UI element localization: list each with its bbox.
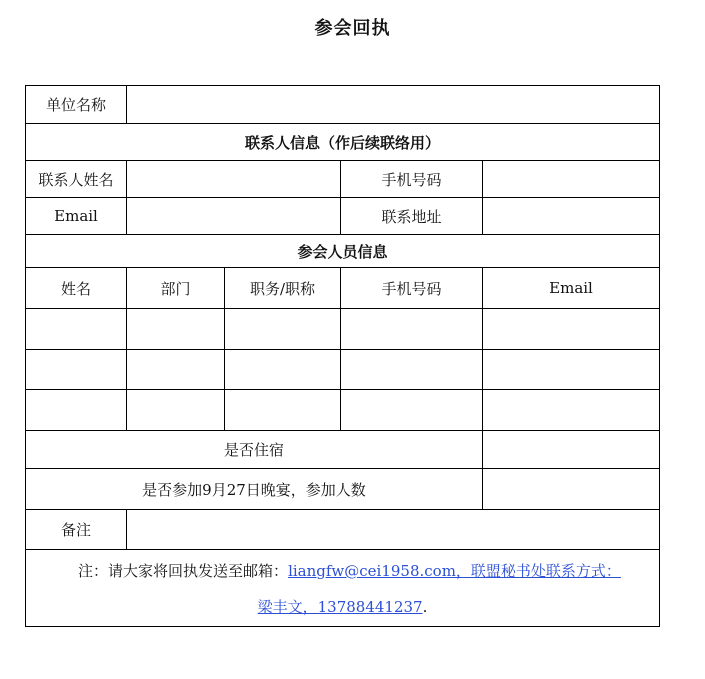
unit-input[interactable] (127, 86, 660, 124)
attendee-row (26, 309, 660, 350)
contact-name-row (26, 161, 660, 198)
attendee-header-department: 部门 (127, 268, 225, 309)
attendee-cell[interactable] (127, 309, 225, 350)
unit-label: 单位名称 (26, 86, 127, 124)
note-line-2 (26, 586, 659, 626)
attendee-cell[interactable] (483, 309, 660, 350)
contact-email-row (26, 198, 660, 235)
contact-email-label: Email (26, 198, 127, 235)
note-line-1 (26, 550, 659, 586)
attendee-cell[interactable] (127, 350, 225, 390)
attendee-cell[interactable] (26, 309, 127, 350)
contact-section-header: 联系人信息（作后续联络用） (26, 124, 660, 161)
attendee-cell[interactable] (341, 390, 483, 431)
banquet-row (26, 469, 660, 510)
attendee-cell[interactable] (225, 309, 341, 350)
contact-address-label: 联系地址 (341, 198, 483, 235)
note-prefix: 注：请大家将回执发送至邮箱： (78, 562, 289, 580)
note-row (26, 550, 660, 627)
banquet-label: 是否参加9月27日晚宴，参加人数 (26, 469, 483, 510)
attendee-section-header: 参会人员信息 (26, 235, 660, 268)
attendee-header-phone: 手机号码 (341, 268, 483, 309)
page-title: 参会回执 (314, 18, 391, 39)
note-suffix: . (422, 598, 428, 616)
contact-address-input[interactable] (483, 198, 660, 235)
attendee-header-name: 姓名 (26, 268, 127, 309)
attendee-cell[interactable] (483, 390, 660, 431)
contact-name-input[interactable] (127, 161, 341, 198)
contact-section-row (26, 124, 660, 161)
remarks-label: 备注 (26, 510, 127, 550)
attendee-cell[interactable] (483, 350, 660, 390)
attendee-cell[interactable] (26, 390, 127, 431)
contact-phone-label: 手机号码 (341, 161, 483, 198)
attendee-cell[interactable] (26, 350, 127, 390)
attendee-cell[interactable] (127, 390, 225, 431)
attendee-cell[interactable] (341, 350, 483, 390)
attendee-header-title: 职务/职称 (225, 268, 341, 309)
contact-name-label: 联系人姓名 (26, 161, 127, 198)
attendee-row (26, 350, 660, 390)
attendee-cell[interactable] (225, 350, 341, 390)
contact-phone-input[interactable] (483, 161, 660, 198)
attendee-section-row (26, 235, 660, 268)
remarks-row (26, 510, 660, 550)
note-cell (26, 550, 660, 627)
remarks-input[interactable] (127, 510, 660, 550)
banquet-input[interactable] (483, 469, 660, 510)
attendee-header-email: Email (483, 268, 660, 309)
contact-email-input[interactable] (127, 198, 341, 235)
attendee-row (26, 390, 660, 431)
attendee-header-row (26, 268, 660, 309)
accommodation-row (26, 431, 660, 469)
accommodation-input[interactable] (483, 431, 660, 469)
attendee-cell[interactable] (341, 309, 483, 350)
contact-link[interactable]: 梁丰文，13788441237 (257, 598, 423, 616)
unit-row (26, 86, 660, 124)
registration-form-table (25, 85, 660, 627)
email-link[interactable]: liangfw@cei1958.com，联盟秘书处联系方式： (288, 562, 621, 580)
attendee-cell[interactable] (225, 390, 341, 431)
accommodation-label: 是否住宿 (26, 431, 483, 469)
